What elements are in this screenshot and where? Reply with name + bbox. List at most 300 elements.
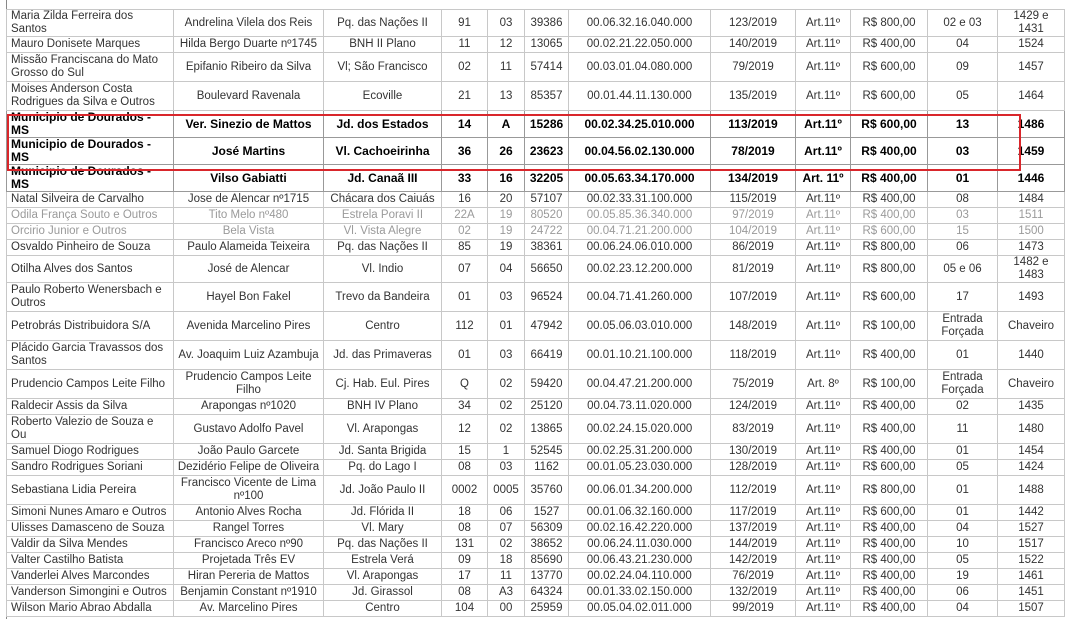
table-cell: Ulisses Damasceno de Souza xyxy=(7,521,174,537)
table-cell: 86/2019 xyxy=(711,240,796,256)
table-cell: Art.11º xyxy=(796,111,851,138)
table-cell: 33 xyxy=(442,165,488,192)
table-cell: Cj. Hab. Eul. Pires xyxy=(324,370,442,399)
table-cell: 00.04.47.21.200.000 xyxy=(569,370,711,399)
table-cell: 115/2019 xyxy=(711,192,796,208)
table-cell: José Martins xyxy=(174,138,324,165)
table-cell: 35760 xyxy=(525,476,569,505)
table-cell: Antonio Alves Rocha xyxy=(174,505,324,521)
table-cell: Art.11º xyxy=(796,312,851,341)
table-cell: Simoni Nunes Amaro e Outros xyxy=(7,505,174,521)
table-cell: 1517 xyxy=(998,537,1065,553)
table-cell: 112/2019 xyxy=(711,476,796,505)
records-table xyxy=(6,9,1065,617)
table-cell: Hayel Bon Fakel xyxy=(174,283,324,312)
table-cell: 17 xyxy=(928,283,998,312)
table-cell: 112 xyxy=(442,312,488,341)
table-cell: 08 xyxy=(928,192,998,208)
table-cell: 05 e 06 xyxy=(928,256,998,283)
table-cell: 123/2019 xyxy=(711,10,796,37)
table-cell: 05 xyxy=(928,82,998,111)
table-cell: Valter Castilho Batista xyxy=(7,553,174,569)
table-cell: Sebastiana Lidia Pereira xyxy=(7,476,174,505)
table-cell: 38361 xyxy=(525,240,569,256)
table-cell: 00.03.01.04.080.000 xyxy=(569,53,711,82)
table-cell: 128/2019 xyxy=(711,460,796,476)
table-cell: 07 xyxy=(488,521,525,537)
table-cell: Jd. Flórida II xyxy=(324,505,442,521)
table-cell: 79/2019 xyxy=(711,53,796,82)
table-cell: 20 xyxy=(488,192,525,208)
table-cell: 04 xyxy=(928,521,998,537)
table-cell: 02 e 03 xyxy=(928,10,998,37)
table-cell: 1488 xyxy=(998,476,1065,505)
table-cell: 01 xyxy=(442,341,488,370)
table-cell: 06 xyxy=(488,505,525,521)
table-cell: 17 xyxy=(442,569,488,585)
table-cell: 75/2019 xyxy=(711,370,796,399)
table-cell: Jd. Santa Brigida xyxy=(324,444,442,460)
table-cell: BNH IV Plano xyxy=(324,399,442,415)
table-row xyxy=(7,553,1065,569)
table-row xyxy=(7,37,1065,53)
table-cell: R$ 400,00 xyxy=(851,192,928,208)
table-cell: Municipio de Dourados - MS xyxy=(7,111,174,138)
table-cell: Hilda Bergo Duarte nº1745 xyxy=(174,37,324,53)
table-cell: Tito Melo nº480 xyxy=(174,208,324,224)
table-cell: 00.02.33.31.100.000 xyxy=(569,192,711,208)
table-row xyxy=(7,312,1065,341)
table-cell: Samuel Diogo Rodrigues xyxy=(7,444,174,460)
table-cell: R$ 100,00 xyxy=(851,312,928,341)
table-cell: Jd. dos Estados xyxy=(324,111,442,138)
table-cell: Art.11º xyxy=(796,569,851,585)
table-cell: Prudencio Campos Leite Filho xyxy=(7,370,174,399)
table-cell: Art.11º xyxy=(796,444,851,460)
table-cell: Vl; São Francisco xyxy=(324,53,442,82)
table-cell: 00.04.73.11.020.000 xyxy=(569,399,711,415)
table-cell: 96524 xyxy=(525,283,569,312)
table-cell: 47942 xyxy=(525,312,569,341)
table-cell: R$ 400,00 xyxy=(851,521,928,537)
table-cell: Jd. João Paulo II xyxy=(324,476,442,505)
table-cell: Jd. das Primaveras xyxy=(324,341,442,370)
table-cell: Odila França Souto e Outros xyxy=(7,208,174,224)
table-cell: R$ 800,00 xyxy=(851,476,928,505)
table-cell: 11 xyxy=(442,37,488,53)
table-cell: 03 xyxy=(928,208,998,224)
table-cell: Francisco Vicente de Lima nº100 xyxy=(174,476,324,505)
table-cell: Pq. das Nações II xyxy=(324,240,442,256)
table-cell: 00.05.63.34.170.000 xyxy=(569,165,711,192)
table-cell: 1429 e 1431 xyxy=(998,10,1065,37)
table-cell: Pq. das Nações II xyxy=(324,537,442,553)
table-cell: 1511 xyxy=(998,208,1065,224)
table-cell: R$ 400,00 xyxy=(851,585,928,601)
table-cell: 00.02.24.15.020.000 xyxy=(569,415,711,444)
table-cell: Natal Silveira de Carvalho xyxy=(7,192,174,208)
table-cell: 00.02.23.12.200.000 xyxy=(569,256,711,283)
table-cell: 03 xyxy=(488,341,525,370)
table-cell: Benjamin Constant nº1910 xyxy=(174,585,324,601)
table-cell: 1486 xyxy=(998,111,1065,138)
table-cell: 05 xyxy=(928,460,998,476)
table-cell: 1500 xyxy=(998,224,1065,240)
table-cell: Centro xyxy=(324,312,442,341)
table-cell: Art. 8º xyxy=(796,370,851,399)
table-cell: 1522 xyxy=(998,553,1065,569)
table-cell: 1480 xyxy=(998,415,1065,444)
table-cell: 15 xyxy=(928,224,998,240)
table-cell: 1454 xyxy=(998,444,1065,460)
table-cell: 08 xyxy=(442,585,488,601)
table-cell: Ecoville xyxy=(324,82,442,111)
table-cell: 104/2019 xyxy=(711,224,796,240)
table-cell: 00.01.06.32.160.000 xyxy=(569,505,711,521)
table-cell: 02 xyxy=(488,370,525,399)
table-cell: 137/2019 xyxy=(711,521,796,537)
table-cell: 64324 xyxy=(525,585,569,601)
table-cell: Estrela Verá xyxy=(324,553,442,569)
table-cell: 18 xyxy=(488,553,525,569)
table-cell: 03 xyxy=(488,460,525,476)
table-row xyxy=(7,138,1065,165)
table-cell: 24722 xyxy=(525,224,569,240)
table-cell: R$ 400,00 xyxy=(851,537,928,553)
table-cell: R$ 400,00 xyxy=(851,553,928,569)
table-cell: Art.11º xyxy=(796,240,851,256)
table-cell: Missão Franciscana do Mato Grosso do Sul xyxy=(7,53,174,82)
table-cell: R$ 400,00 xyxy=(851,569,928,585)
table-cell: 02 xyxy=(442,53,488,82)
table-cell: Projetada Três EV xyxy=(174,553,324,569)
table-cell: R$ 400,00 xyxy=(851,415,928,444)
table-cell: 39386 xyxy=(525,10,569,37)
table-cell: Avenida Marcelino Pires xyxy=(174,312,324,341)
table-cell: 00.01.33.02.150.000 xyxy=(569,585,711,601)
table-cell: Otilha Alves dos Santos xyxy=(7,256,174,283)
table-cell: Jose de Alencar nº1715 xyxy=(174,192,324,208)
table-cell: 21 xyxy=(442,82,488,111)
table-cell: 00.06.01.34.200.000 xyxy=(569,476,711,505)
table-cell: 02 xyxy=(488,399,525,415)
table-cell: 04 xyxy=(928,601,998,617)
table-cell: 144/2019 xyxy=(711,537,796,553)
table-cell: 1435 xyxy=(998,399,1065,415)
table-cell: 130/2019 xyxy=(711,444,796,460)
table-cell: 25120 xyxy=(525,399,569,415)
table-cell: 134/2019 xyxy=(711,165,796,192)
table-cell: Art.11º xyxy=(796,460,851,476)
table-cell: 16 xyxy=(442,192,488,208)
table-cell: Art.11º xyxy=(796,476,851,505)
table-cell: 132/2019 xyxy=(711,585,796,601)
table-cell: 01 xyxy=(928,165,998,192)
table-cell: Jd. Canaã III xyxy=(324,165,442,192)
table-cell: Centro xyxy=(324,601,442,617)
table-cell: 36 xyxy=(442,138,488,165)
table-cell: 04 xyxy=(928,37,998,53)
table-cell: 66419 xyxy=(525,341,569,370)
table-cell: 01 xyxy=(928,444,998,460)
table-cell: Valdir da Silva Mendes xyxy=(7,537,174,553)
table-cell: Art. 11º xyxy=(796,165,851,192)
table-cell: R$ 400,00 xyxy=(851,208,928,224)
table-cell: 08 xyxy=(442,521,488,537)
table-cell: 04 xyxy=(488,256,525,283)
table-cell: 02 xyxy=(928,399,998,415)
table-cell: 00.02.24.04.110.000 xyxy=(569,569,711,585)
table-cell: A xyxy=(488,111,525,138)
table-cell: 83/2019 xyxy=(711,415,796,444)
table-cell: 1464 xyxy=(998,82,1065,111)
table-row xyxy=(7,341,1065,370)
table-cell: Art.11º xyxy=(796,415,851,444)
table-cell: 142/2019 xyxy=(711,553,796,569)
table-cell: Art.11º xyxy=(796,283,851,312)
table-cell: 06 xyxy=(928,585,998,601)
table-cell: 117/2019 xyxy=(711,505,796,521)
table-cell: 1473 xyxy=(998,240,1065,256)
table-cell: Bela Vista xyxy=(174,224,324,240)
table-cell: 00.06.32.16.040.000 xyxy=(569,10,711,37)
table-cell: 32205 xyxy=(525,165,569,192)
table-cell: Boulevard Ravenala xyxy=(174,82,324,111)
table-cell: 113/2019 xyxy=(711,111,796,138)
table-cell: 01 xyxy=(442,283,488,312)
table-cell: Moises Anderson Costa Rodrigues da Silva e Outros xyxy=(7,82,174,111)
table-cell: 85690 xyxy=(525,553,569,569)
table-cell: 12 xyxy=(488,37,525,53)
table-cell: R$ 600,00 xyxy=(851,460,928,476)
table-cell: 80520 xyxy=(525,208,569,224)
table-cell: Art.11º xyxy=(796,505,851,521)
table-cell: Pq. do Lago I xyxy=(324,460,442,476)
table-row xyxy=(7,192,1065,208)
table-cell: 59420 xyxy=(525,370,569,399)
table-cell: 34 xyxy=(442,399,488,415)
table-cell: Andrelina Vilela dos Reis xyxy=(174,10,324,37)
table-cell: 03 xyxy=(488,10,525,37)
table-cell: 00.05.04.02.011.000 xyxy=(569,601,711,617)
table-row xyxy=(7,537,1065,553)
table-cell: Paulo Roberto Wenersbach e Outros xyxy=(7,283,174,312)
table-cell: Vanderlei Alves Marcondes xyxy=(7,569,174,585)
table-row xyxy=(7,370,1065,399)
table-cell: Chácara dos Caiuás xyxy=(324,192,442,208)
table-cell: 14 xyxy=(442,111,488,138)
table-cell: R$ 800,00 xyxy=(851,240,928,256)
table-cell: 16 xyxy=(488,165,525,192)
table-cell: Vl. Arapongas xyxy=(324,569,442,585)
table-cell: 09 xyxy=(442,553,488,569)
table-cell: Francisco Areco nº90 xyxy=(174,537,324,553)
table-cell: 148/2019 xyxy=(711,312,796,341)
table-cell: R$ 800,00 xyxy=(851,256,928,283)
table-cell: 81/2019 xyxy=(711,256,796,283)
table-cell: 85 xyxy=(442,240,488,256)
table-cell: 0005 xyxy=(488,476,525,505)
table-row xyxy=(7,283,1065,312)
table-cell: Trevo da Bandeira xyxy=(324,283,442,312)
table-cell: 15286 xyxy=(525,111,569,138)
table-row xyxy=(7,460,1065,476)
table-cell: Rangel Torres xyxy=(174,521,324,537)
table-cell: 00.01.44.11.130.000 xyxy=(569,82,711,111)
table-cell: 1484 xyxy=(998,192,1065,208)
table-cell: Art.11º xyxy=(796,138,851,165)
table-cell: R$ 600,00 xyxy=(851,224,928,240)
table-cell: Chaveiro xyxy=(998,370,1065,399)
table-cell: Municipio de Dourados - MS xyxy=(7,138,174,165)
table-cell: 19 xyxy=(488,240,525,256)
table-row xyxy=(7,569,1065,585)
table-cell: R$ 600,00 xyxy=(851,111,928,138)
table-cell: Art.11º xyxy=(796,537,851,553)
table-cell: 02 xyxy=(442,224,488,240)
table-cell: 00.05.85.36.340.000 xyxy=(569,208,711,224)
table-cell: R$ 400,00 xyxy=(851,138,928,165)
table-cell: 131 xyxy=(442,537,488,553)
table-cell: Plácido Garcia Travassos dos Santos xyxy=(7,341,174,370)
table-cell: 1442 xyxy=(998,505,1065,521)
table-cell: 57107 xyxy=(525,192,569,208)
table-cell: 00.02.21.22.050.000 xyxy=(569,37,711,53)
table-cell: Art.11º xyxy=(796,82,851,111)
table-cell: 38652 xyxy=(525,537,569,553)
table-cell: 03 xyxy=(928,138,998,165)
table-cell: Hiran Pereria de Mattos xyxy=(174,569,324,585)
table-cell: 1162 xyxy=(525,460,569,476)
table-cell: R$ 400,00 xyxy=(851,165,928,192)
table-cell: Paulo Alameida Teixeira xyxy=(174,240,324,256)
table-row xyxy=(7,240,1065,256)
table-cell: 91 xyxy=(442,10,488,37)
table-cell: Art.11º xyxy=(796,553,851,569)
table-cell: 07 xyxy=(442,256,488,283)
table-cell: 1 xyxy=(488,444,525,460)
table-cell: Petrobrás Distribuidora S/A xyxy=(7,312,174,341)
table-cell: 1446 xyxy=(998,165,1065,192)
table-cell: 0002 xyxy=(442,476,488,505)
table-cell: 1440 xyxy=(998,341,1065,370)
table-cell: 13065 xyxy=(525,37,569,53)
table-row xyxy=(7,82,1065,111)
table-cell: R$ 600,00 xyxy=(851,82,928,111)
table-cell: 135/2019 xyxy=(711,82,796,111)
table-cell: 00 xyxy=(488,601,525,617)
table-cell: Art.11º xyxy=(796,341,851,370)
table-cell: Roberto Valezio de Souza e Ou xyxy=(7,415,174,444)
table-cell: 1507 xyxy=(998,601,1065,617)
table-cell: 13 xyxy=(928,111,998,138)
table-cell: Vl. Cachoeirinha xyxy=(324,138,442,165)
table-cell: 107/2019 xyxy=(711,283,796,312)
table-cell: 1527 xyxy=(525,505,569,521)
table-cell: 1524 xyxy=(998,37,1065,53)
table-cell: Art.11º xyxy=(796,224,851,240)
table-row xyxy=(7,53,1065,82)
table-row xyxy=(7,165,1065,192)
table-cell: 97/2019 xyxy=(711,208,796,224)
table-cell: Epifanio Ribeiro da Silva xyxy=(174,53,324,82)
table-cell: Q xyxy=(442,370,488,399)
table-cell: Art.11º xyxy=(796,53,851,82)
table-cell: 19 xyxy=(488,208,525,224)
table-cell: 00.02.16.42.220.000 xyxy=(569,521,711,537)
table-cell: 01 xyxy=(928,476,998,505)
table-row xyxy=(7,505,1065,521)
table-row xyxy=(7,444,1065,460)
table-cell: 00.01.10.21.100.000 xyxy=(569,341,711,370)
table-cell: Art.11º xyxy=(796,256,851,283)
table-cell: 00.05.06.03.010.000 xyxy=(569,312,711,341)
table-row xyxy=(7,521,1065,537)
table-cell: 10 xyxy=(928,537,998,553)
table-cell: José de Alencar xyxy=(174,256,324,283)
table-cell: 19 xyxy=(488,224,525,240)
table-cell: Art.11º xyxy=(796,521,851,537)
table-row xyxy=(7,10,1065,37)
table-cell: Vl. Vista Alegre xyxy=(324,224,442,240)
table-cell: 00.04.71.41.260.000 xyxy=(569,283,711,312)
table-cell: Vl. Arapongas xyxy=(324,415,442,444)
table-cell: 56309 xyxy=(525,521,569,537)
table-cell: R$ 600,00 xyxy=(851,505,928,521)
table-cell: 01 xyxy=(488,312,525,341)
table-cell: Sandro Rodrigues Soriani xyxy=(7,460,174,476)
table-cell: Entrada Forçada xyxy=(928,370,998,399)
table-cell: 02 xyxy=(488,415,525,444)
table-cell: Municipio de Dourados - MS xyxy=(7,165,174,192)
table-cell: A3 xyxy=(488,585,525,601)
table-cell: 11 xyxy=(928,415,998,444)
table-cell: Art.11º xyxy=(796,208,851,224)
table-cell: 01 xyxy=(928,341,998,370)
table-cell: 1459 xyxy=(998,138,1065,165)
table-cell: BNH II Plano xyxy=(324,37,442,53)
table-row xyxy=(7,585,1065,601)
table-cell: Arapongas nº1020 xyxy=(174,399,324,415)
table-cell: Art.11º xyxy=(796,37,851,53)
table-cell: Av. Marcelino Pires xyxy=(174,601,324,617)
table-row xyxy=(7,224,1065,240)
table-cell: Wilson Mario Abrao Abdalla xyxy=(7,601,174,617)
table-cell: R$ 100,00 xyxy=(851,370,928,399)
table-cell: 140/2019 xyxy=(711,37,796,53)
table-row xyxy=(7,601,1065,617)
table-cell: Art.11º xyxy=(796,601,851,617)
table-cell: 99/2019 xyxy=(711,601,796,617)
table-cell: R$ 400,00 xyxy=(851,444,928,460)
table-cell: 118/2019 xyxy=(711,341,796,370)
table-cell: 00.06.43.21.230.000 xyxy=(569,553,711,569)
table-cell: Entrada Forçada xyxy=(928,312,998,341)
table-cell: Dezidério Felipe de Oliveira xyxy=(174,460,324,476)
table-cell: Vl. Mary xyxy=(324,521,442,537)
table-cell: R$ 400,00 xyxy=(851,341,928,370)
table-cell: 1527 xyxy=(998,521,1065,537)
table-cell: Chaveiro xyxy=(998,312,1065,341)
table-cell: 124/2019 xyxy=(711,399,796,415)
table-cell: 11 xyxy=(488,53,525,82)
table-cell: 1424 xyxy=(998,460,1065,476)
table-cell: 78/2019 xyxy=(711,138,796,165)
table-cell: Av. Joaquim Luiz Azambuja xyxy=(174,341,324,370)
table-cell: 09 xyxy=(928,53,998,82)
table-cell: Ver. Sinezio de Mattos xyxy=(174,111,324,138)
table-cell: Prudencio Campos Leite Filho xyxy=(174,370,324,399)
